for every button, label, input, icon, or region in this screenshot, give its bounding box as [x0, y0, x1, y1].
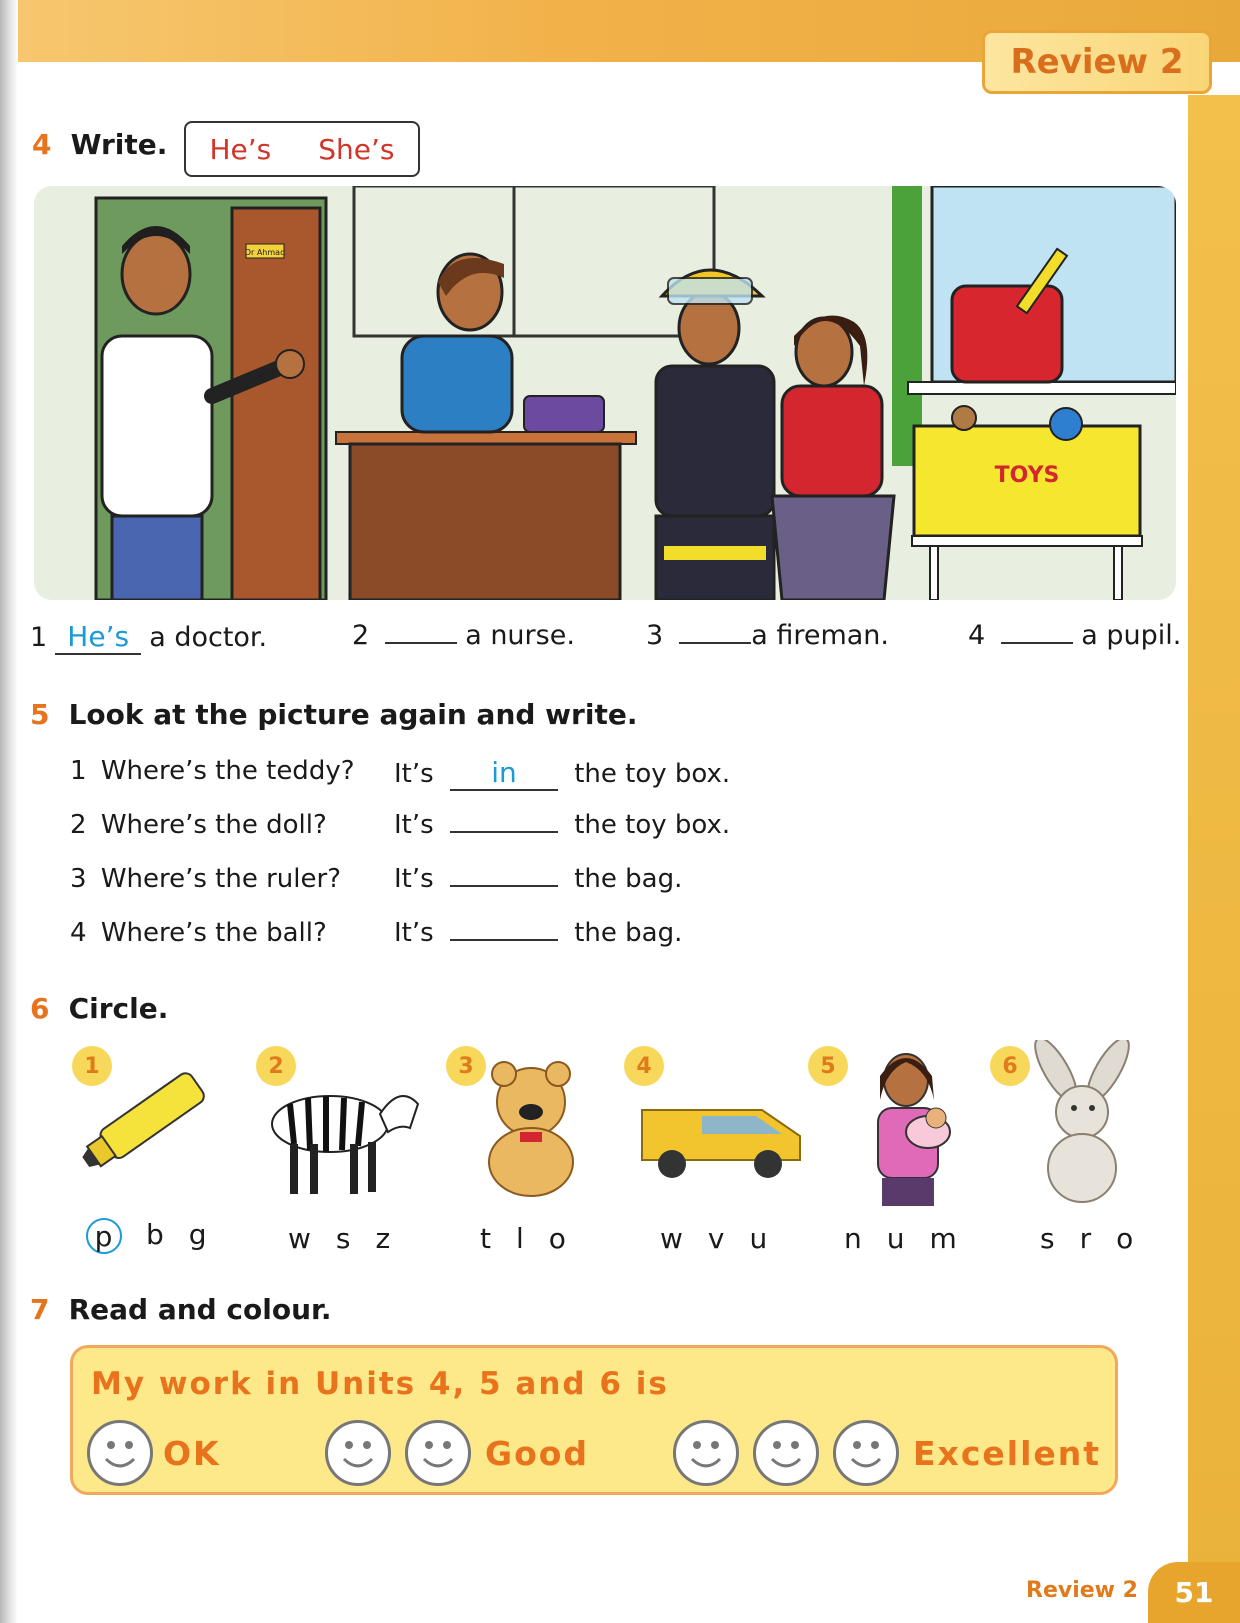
question-row-1 — [70, 756, 355, 786]
answer-blank[interactable] — [1001, 642, 1073, 644]
item-number: 2 — [352, 620, 370, 651]
letter-options-1 — [86, 1218, 208, 1254]
letter-options-6 — [1040, 1222, 1134, 1255]
page-number — [1148, 1562, 1240, 1623]
picture-number: 3 — [446, 1046, 486, 1086]
door-sign-text: Dr Ahmad — [244, 248, 286, 257]
item-number: 2 — [70, 810, 87, 840]
letter-option[interactable]: n — [844, 1222, 863, 1255]
rabbit-icon — [1012, 1040, 1152, 1210]
answer-blank[interactable] — [679, 642, 751, 644]
answer-prefix: It’s — [394, 810, 434, 840]
item-number: 1 — [70, 756, 87, 786]
letter-options-5 — [844, 1222, 958, 1255]
hospital-scene-illustration — [34, 186, 1176, 600]
letter-option[interactable]: s — [335, 1222, 352, 1255]
answer-row-2 — [394, 810, 730, 840]
section-4-heading — [32, 128, 167, 161]
answer-suffix: the bag. — [574, 864, 683, 894]
answer-row-4 — [394, 918, 682, 948]
item-number: 4 — [968, 620, 986, 651]
zebra-icon — [250, 1044, 430, 1204]
word-option: He’s — [209, 132, 272, 166]
write-item-4 — [968, 620, 1181, 651]
word-box — [184, 121, 420, 177]
letter-option[interactable]: u — [886, 1222, 906, 1255]
answer-prefix: It’s — [394, 864, 434, 894]
smiley-face-icon[interactable] — [325, 1420, 391, 1486]
letter-option[interactable]: u — [749, 1222, 769, 1255]
section-title: Look at the picture again and write. — [68, 698, 638, 731]
letter-option[interactable]: z — [375, 1222, 392, 1255]
letter-option[interactable]: o — [1116, 1222, 1135, 1255]
section-title: Write. — [70, 128, 168, 161]
picture-number: 4 — [624, 1046, 664, 1086]
smiley-face-icon[interactable] — [833, 1420, 899, 1486]
write-item-3 — [646, 620, 889, 651]
section-5-heading — [30, 698, 637, 731]
answer-blank[interactable] — [450, 885, 558, 887]
picture-number: 5 — [808, 1046, 848, 1086]
question-text: Where’s the doll? — [100, 810, 327, 840]
item-text: a doctor. — [149, 622, 268, 653]
item-number: 3 — [70, 864, 87, 894]
review-tab — [982, 30, 1212, 94]
letter-option[interactable]: w — [660, 1222, 684, 1255]
teddy-icon — [456, 1058, 606, 1198]
rating-excellent — [673, 1420, 1101, 1486]
write-item-1 — [30, 620, 267, 655]
question-text: Where’s the teddy? — [100, 756, 355, 786]
van-icon — [632, 1080, 812, 1190]
question-row-3 — [70, 864, 341, 894]
rating-label: Excellent — [913, 1433, 1102, 1473]
page-number-text: 51 — [1174, 1576, 1214, 1609]
letter-option[interactable]: t — [480, 1222, 492, 1255]
item-number: 1 — [30, 622, 48, 653]
letter-option[interactable]: o — [548, 1222, 567, 1255]
letter-option[interactable]: b — [146, 1218, 165, 1251]
mother-baby-icon — [858, 1040, 968, 1210]
section-title: Circle. — [68, 992, 169, 1025]
section-number: 7 — [30, 1293, 50, 1326]
answer-row-3 — [394, 864, 682, 894]
letter-option[interactable]: w — [288, 1222, 312, 1255]
answer-blank[interactable] — [450, 939, 558, 941]
smiley-face-icon[interactable] — [405, 1420, 471, 1486]
section-6-heading — [30, 992, 168, 1025]
answer-prefix: It’s — [394, 918, 434, 948]
answer-prefix: It’s — [394, 759, 434, 789]
toy-box-label: TOYS — [994, 463, 1060, 488]
pen-icon — [66, 1044, 236, 1174]
letter-options-4 — [660, 1222, 768, 1255]
rating-label: Good — [485, 1433, 590, 1473]
self-assessment-title: My work in Units 4, 5 and 6 is — [91, 1366, 669, 1402]
answer-blank[interactable] — [450, 831, 558, 833]
section-number: 4 — [32, 128, 52, 161]
letter-options-3 — [480, 1222, 567, 1255]
self-assessment-box — [70, 1345, 1118, 1495]
answer-blank[interactable] — [385, 642, 457, 644]
smiley-face-icon[interactable] — [673, 1420, 739, 1486]
rating-ok — [87, 1420, 221, 1486]
word-option: She’s — [318, 132, 395, 166]
page-gutter-shadow — [0, 0, 18, 1623]
smiley-face-icon[interactable] — [87, 1420, 153, 1486]
item-number: 3 — [646, 620, 664, 651]
letter-option[interactable]: l — [515, 1222, 525, 1255]
smiley-face-icon[interactable] — [753, 1420, 819, 1486]
answer-blank[interactable]: in — [450, 756, 558, 791]
rating-label: OK — [163, 1433, 221, 1473]
picture-number: 2 — [256, 1046, 296, 1086]
answer-suffix: the bag. — [574, 918, 683, 948]
section-number: 6 — [30, 992, 50, 1025]
footer-label: Review 2 — [1026, 1578, 1138, 1603]
answer-row-1 — [394, 756, 730, 791]
letter-options-2 — [288, 1222, 391, 1255]
answer-blank[interactable]: He’s — [55, 620, 141, 655]
item-text: a pupil. — [1081, 620, 1182, 651]
item-text: a nurse. — [465, 620, 575, 651]
answer-suffix: the toy box. — [574, 810, 731, 840]
review-tab-label: Review 2 — [1010, 42, 1184, 82]
letter-option[interactable]: r — [1079, 1222, 1093, 1255]
question-row-2 — [70, 810, 327, 840]
letter-option[interactable]: m — [929, 1222, 958, 1255]
letter-option-circled[interactable]: p — [86, 1218, 122, 1254]
question-text: Where’s the ball? — [100, 918, 327, 948]
write-item-2 — [352, 620, 575, 651]
rating-good — [325, 1420, 589, 1486]
letter-option[interactable]: v — [707, 1222, 726, 1255]
item-number: 4 — [70, 918, 87, 948]
section-title: Read and colour. — [68, 1293, 332, 1326]
side-band — [1188, 95, 1240, 1623]
picture-number: 1 — [72, 1046, 112, 1086]
item-text: a fireman. — [751, 620, 889, 651]
question-row-4 — [70, 918, 327, 948]
section-number: 5 — [30, 698, 50, 731]
letter-option[interactable]: g — [188, 1218, 208, 1251]
scene-svg — [34, 186, 1176, 600]
letter-option[interactable]: s — [1040, 1222, 1056, 1255]
answer-suffix: the toy box. — [574, 759, 731, 789]
picture-number: 6 — [990, 1046, 1030, 1086]
question-text: Where’s the ruler? — [100, 864, 341, 894]
section-7-heading — [30, 1293, 332, 1326]
